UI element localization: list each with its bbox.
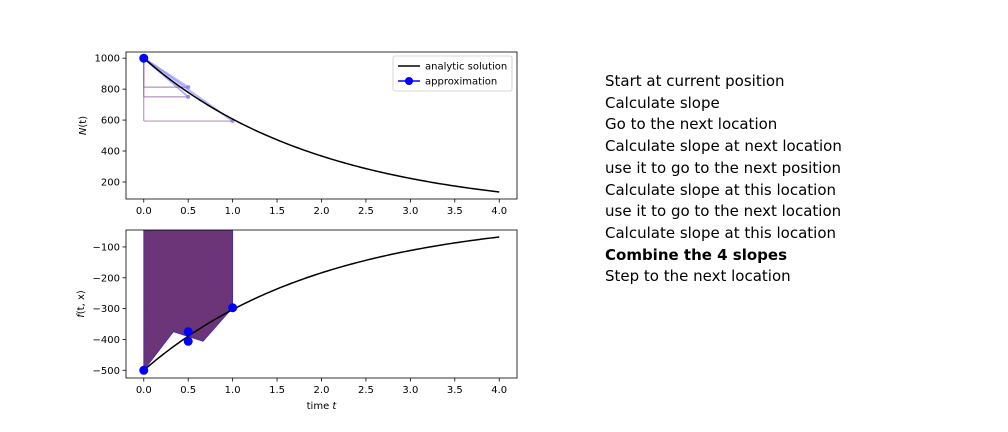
bottom-xtick-label: 0.0 [135, 385, 152, 396]
step-item: Calculate slope at this location [605, 180, 836, 199]
top-ytick-label: 800 [100, 84, 120, 96]
top-xtick-label: 3.0 [402, 206, 419, 217]
top-ytick-label: 600 [100, 115, 120, 127]
bottom-ylabel [76, 290, 87, 318]
legend-analytic-label: analytic solution [425, 61, 508, 73]
bottom-ylabel-args: (t, x) [76, 290, 87, 315]
bottom-xlabel-word: time [306, 401, 333, 412]
step-item: use it to go to the next location [605, 202, 842, 221]
top-xtick-label: 2.0 [313, 206, 330, 217]
bottom-xtick-label: 1.5 [269, 385, 286, 396]
bottom-ylabel-symbol: f [76, 314, 87, 318]
population-plot [78, 52, 517, 217]
bottom-xtick-label: 0.5 [180, 385, 197, 396]
top-ytick-label: 400 [100, 146, 120, 158]
step-item: Calculate slope [605, 93, 720, 112]
top-ylabel-symbol: N [78, 127, 89, 136]
slope-plot [76, 230, 517, 412]
step-item: Calculate slope at this location [605, 223, 836, 242]
slope-point [139, 366, 148, 375]
bottom-xtick-label: 2.0 [313, 385, 330, 396]
bottom-ytick-label: −300 [92, 304, 120, 316]
top-xtick-label: 3.5 [446, 206, 463, 217]
bottom-xlabel [307, 401, 338, 412]
bottom-ytick-label: −200 [92, 273, 120, 285]
bottom-plot-area [139, 230, 499, 375]
top-ylabel [78, 116, 89, 135]
top-xtick-label: 1.5 [269, 206, 286, 217]
step-item: Go to the next location [605, 115, 778, 134]
top-xtick-label: 0.5 [180, 206, 197, 217]
step-item: Start at current position [605, 72, 785, 90]
bottom-ytick-label: −100 [92, 242, 120, 254]
top-ylabel-args: (t) [78, 115, 89, 128]
step-item: Combine the 4 slopes [605, 245, 788, 264]
slope-endpoint [186, 95, 190, 99]
slope-point [228, 303, 237, 312]
bottom-xtick-label: 3.5 [446, 385, 463, 396]
steps-list [605, 71, 842, 288]
bottom-xtick-label: 1.0 [224, 385, 241, 396]
step-item: use it to go to the next position [605, 158, 842, 177]
top-xtick-label: 2.5 [357, 206, 374, 217]
bottom-xtick-label: 4.0 [491, 385, 508, 396]
legend-approximation-label: approximation [425, 76, 498, 88]
top-xtick-label: 0.0 [135, 206, 152, 217]
top-ytick-label: 200 [100, 177, 120, 189]
step-item: Calculate slope at next location [605, 137, 842, 156]
bottom-ytick-label: −400 [92, 334, 120, 346]
top-ytick-label: 1000 [94, 53, 120, 65]
top-xtick-label: 1.0 [224, 206, 241, 217]
slope-point [184, 337, 193, 346]
bottom-xtick-label: 2.5 [357, 385, 374, 396]
bottom-xlabel-symbol: t [332, 401, 337, 412]
bottom-ytick-label: −500 [92, 365, 120, 377]
slope-filled-region [144, 230, 233, 370]
legend-approximation-marker [405, 77, 413, 85]
step-item: Step to the next location [605, 267, 791, 286]
slope-point [184, 327, 193, 336]
approximation-point [139, 54, 148, 63]
bottom-xtick-label: 3.0 [402, 385, 419, 396]
top-xtick-label: 4.0 [491, 206, 508, 217]
